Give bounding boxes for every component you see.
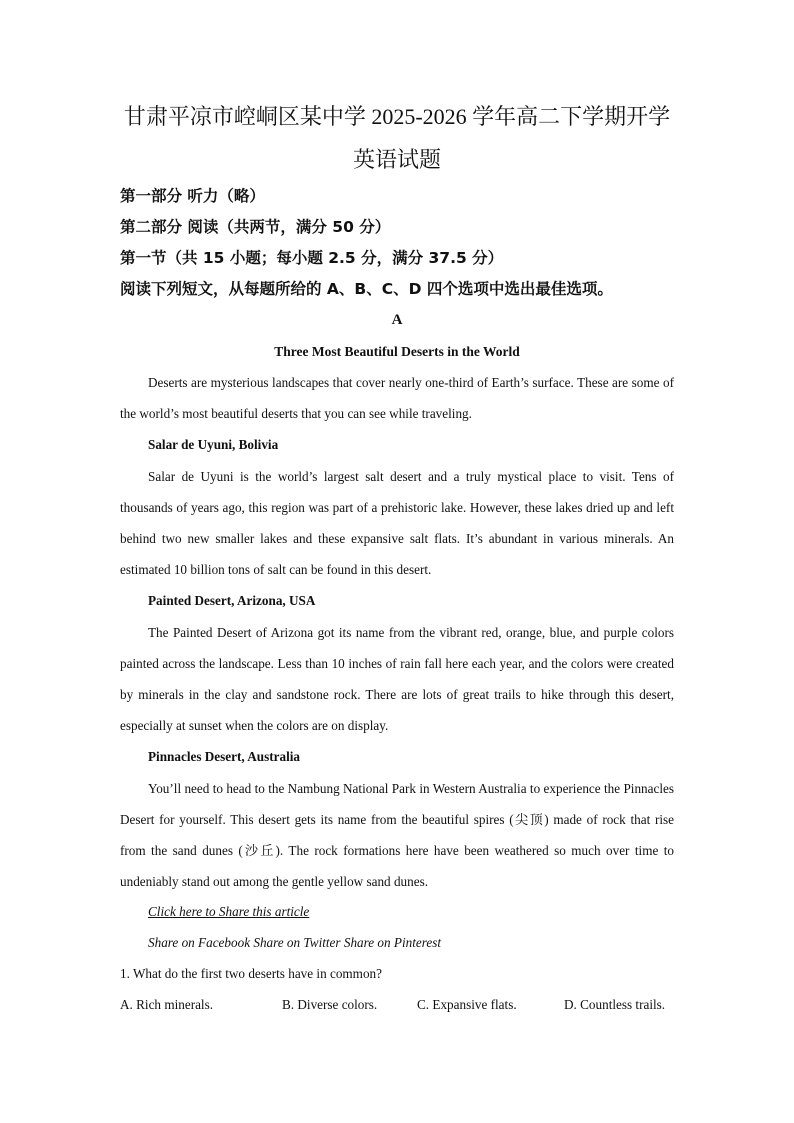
instruction-text: 阅读下列短文，从每题所给的 A、B、C、D 四个选项中选出最佳选项。 (120, 280, 613, 298)
desert2-paragraph: The Painted Desert of Arizona got its name from the vibrant red, orange, blue, and purple colors painted across the landscape. Less than 10 inches of rain fall here each year, and the colors were created by minerals in the clay and sandstone rock. There are lots of great trails to hike through this desert, especially at sunset when the colors are on display. (120, 625, 674, 733)
desert1-paragraph: Salar de Uyuni is the world’s largest salt desert and a truly mystical place to visit. Tens of thousands of years ago, this region was part of a prehistoric lake. However, these lakes dried up and left behind two new smaller lakes and these expansive salt flats. It’s abundant in various minerals. An estimated 10 billion tons of salt can be found in this desert. (120, 469, 674, 577)
exam-title-line2: 英语试题 (352, 147, 441, 172)
desert3-heading: Pinnacles Desert, Australia (148, 749, 301, 764)
question-1-option-a: A. Rich minerals. (120, 997, 214, 1012)
question-1-option-b: B. Diverse colors. (282, 997, 378, 1012)
share-twitter-link[interactable]: Share on Twitter (253, 935, 341, 950)
share-links (148, 935, 441, 951)
question-1-stem: 1. What do the first two deserts have in common? (120, 966, 382, 981)
question-1-option-c: C. Expansive flats. (417, 997, 517, 1012)
intro-paragraph: Deserts are mysterious landscapes that cover nearly one-third of Earth’s surface. These are some of the world’s most beautiful deserts that you can see while traveling. (120, 375, 674, 421)
desert2-heading: Painted Desert, Arizona, USA (148, 593, 316, 608)
part1-heading: 第一部分 听力（略） (120, 187, 265, 205)
desert3-paragraph: You’ll need to head to the Nambung National Park in Western Australia to experience the Pinnacles Desert for yourself. This desert gets its name from the beautiful spires (尖顶) made of rock that rise from the sand dunes (沙丘). The rock formations here have been weathered so much over time to undeniably stand out among the gentle yellow sand dunes. (120, 781, 674, 889)
section1-heading: 第一节（共 15 小题；每小题 2.5 分，满分 37.5 分） (120, 249, 504, 267)
exam-title-line1: 甘肃平凉市崆峒区某中学 2025-2026 学年高二下学期开学 (123, 104, 671, 129)
share-facebook-link[interactable]: Share on Facebook (148, 935, 251, 950)
part2-heading: 第二部分 阅读（共两节，满分 50 分） (120, 218, 391, 236)
share-pinterest-link[interactable]: Share on Pinterest (343, 935, 442, 950)
passage-letter: A (391, 312, 403, 328)
desert1-heading: Salar de Uyuni, Bolivia (148, 437, 279, 452)
share-article-link[interactable]: Click here to Share this article (148, 904, 310, 919)
passage-title: Three Most Beautiful Deserts in the World (274, 344, 520, 359)
question-1-option-d: D. Countless trails. (564, 997, 666, 1012)
